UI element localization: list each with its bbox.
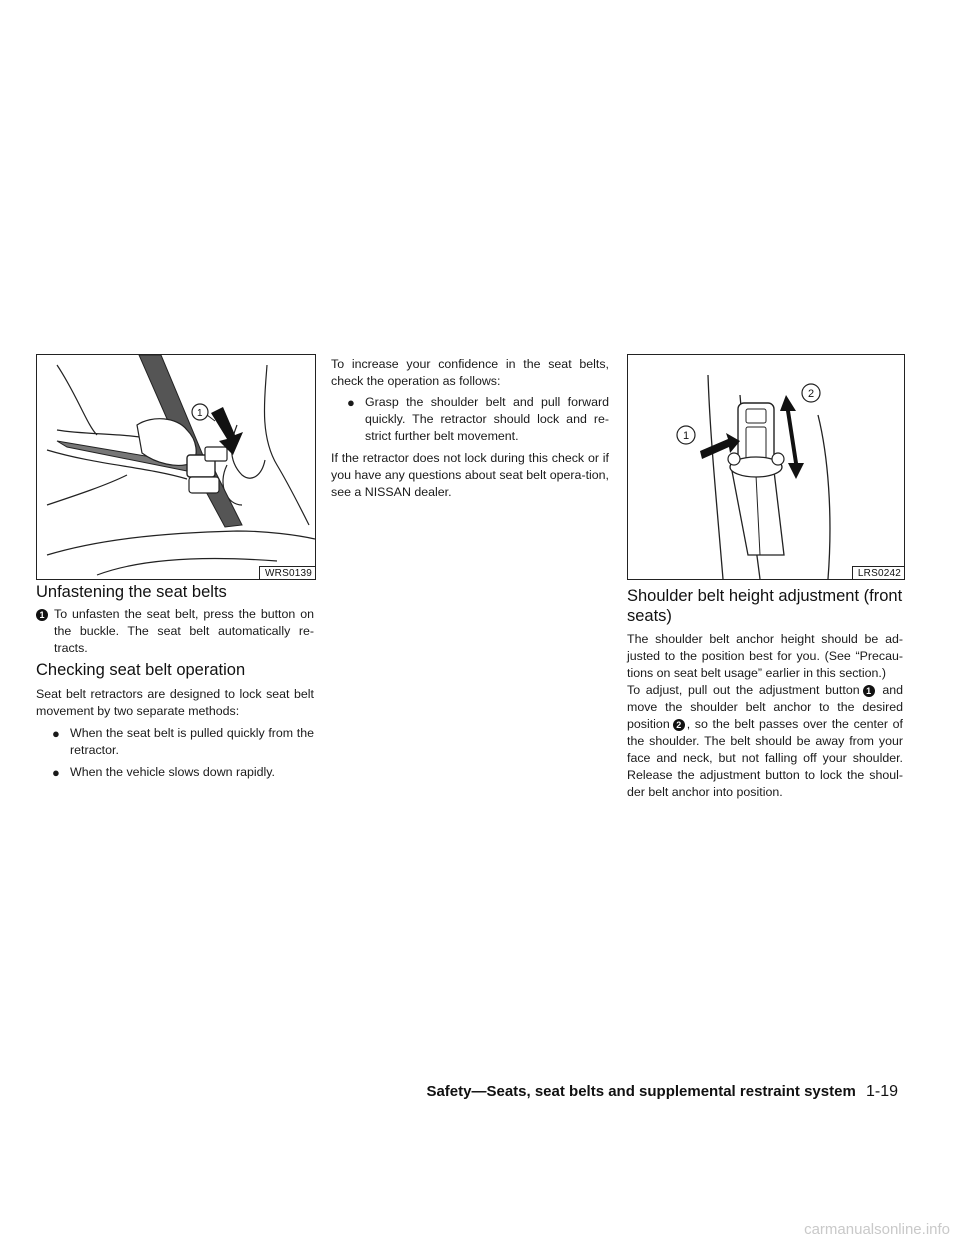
unfastening-step-1 <box>36 606 314 657</box>
seat-belt-buckle-illustration <box>37 355 315 579</box>
shoulder-belt-paragraph-1: The shoulder belt anchor height should be ad-justed to the position best for you. (See “Precau-tions on seat belt usage” earlier in this section.) <box>627 632 903 680</box>
step-1-text: To unfasten the seat belt, press the button on the buckle. The seat belt automatically re-tracts. <box>54 607 314 655</box>
figure-code: WRS0139 <box>259 566 315 579</box>
page-footer <box>426 1082 898 1102</box>
heading-unfastening-seat-belts: Unfastening the seat belts <box>36 583 227 601</box>
watermark: carmanualsonline.info <box>804 1221 950 1238</box>
bullet-grasp-shoulder-belt: ● Grasp the shoulder belt and pull forward quickly. The retractor should lock and re-strict further belt movement. <box>347 395 609 443</box>
step-number-badge: 1 <box>863 685 875 697</box>
bullet-slows-down: ● When the vehicle slows down rapidly. <box>52 765 276 780</box>
footer-section-title: Safety—Seats, seat belts and supplemental restraint system <box>426 1083 856 1100</box>
step-number-badge: 2 <box>673 719 685 731</box>
figure-callout-1: 1 <box>197 408 203 419</box>
bullet-dot: ● <box>52 726 60 741</box>
bullet-dot: ● <box>52 765 60 780</box>
middle-intro-paragraph: To increase your confidence in the seat belts, check the operation as follows: <box>331 357 609 388</box>
figure-unfastening-seat-belt <box>36 354 316 580</box>
figure-callout-1: 1 <box>683 430 690 442</box>
checking-intro-paragraph: Seat belt retractors are designed to lock seat belt movement by two separate methods: <box>36 687 314 718</box>
figure-shoulder-belt-adjustment <box>627 354 905 580</box>
page-number: 1-19 <box>865 1083 898 1100</box>
shoulder-belt-anchor-illustration <box>628 355 904 579</box>
shoulder-belt-paragraph-2: To adjust, pull out the adjustment button 1 and move the shoulder belt anchor to the desired position 2 , so the belt passes over the center of the shoulder. The belt should be away from your face and neck, but not falling off your shoulder. Release the adjustment button to lock the shoul-der belt anchor into position. <box>627 683 903 799</box>
bullet-pulled-quickly: ● When the seat belt is pulled quickly from the retractor. <box>52 726 314 757</box>
step-number-badge: 1 <box>36 609 48 621</box>
middle-closing-paragraph: If the retractor does not lock during this check or if you have any questions about seat belt opera-tion, see a NISSAN dealer. <box>331 451 609 499</box>
heading-checking-seat-belt-operation: Checking seat belt operation <box>36 661 246 679</box>
figure-callout-2: 2 <box>808 388 815 400</box>
heading-shoulder-belt-height-adjustment: Shoulder belt height adjustment (front seats) <box>627 587 903 625</box>
bullet-dot: ● <box>347 395 355 410</box>
figure-code: LRS0242 <box>852 566 904 579</box>
